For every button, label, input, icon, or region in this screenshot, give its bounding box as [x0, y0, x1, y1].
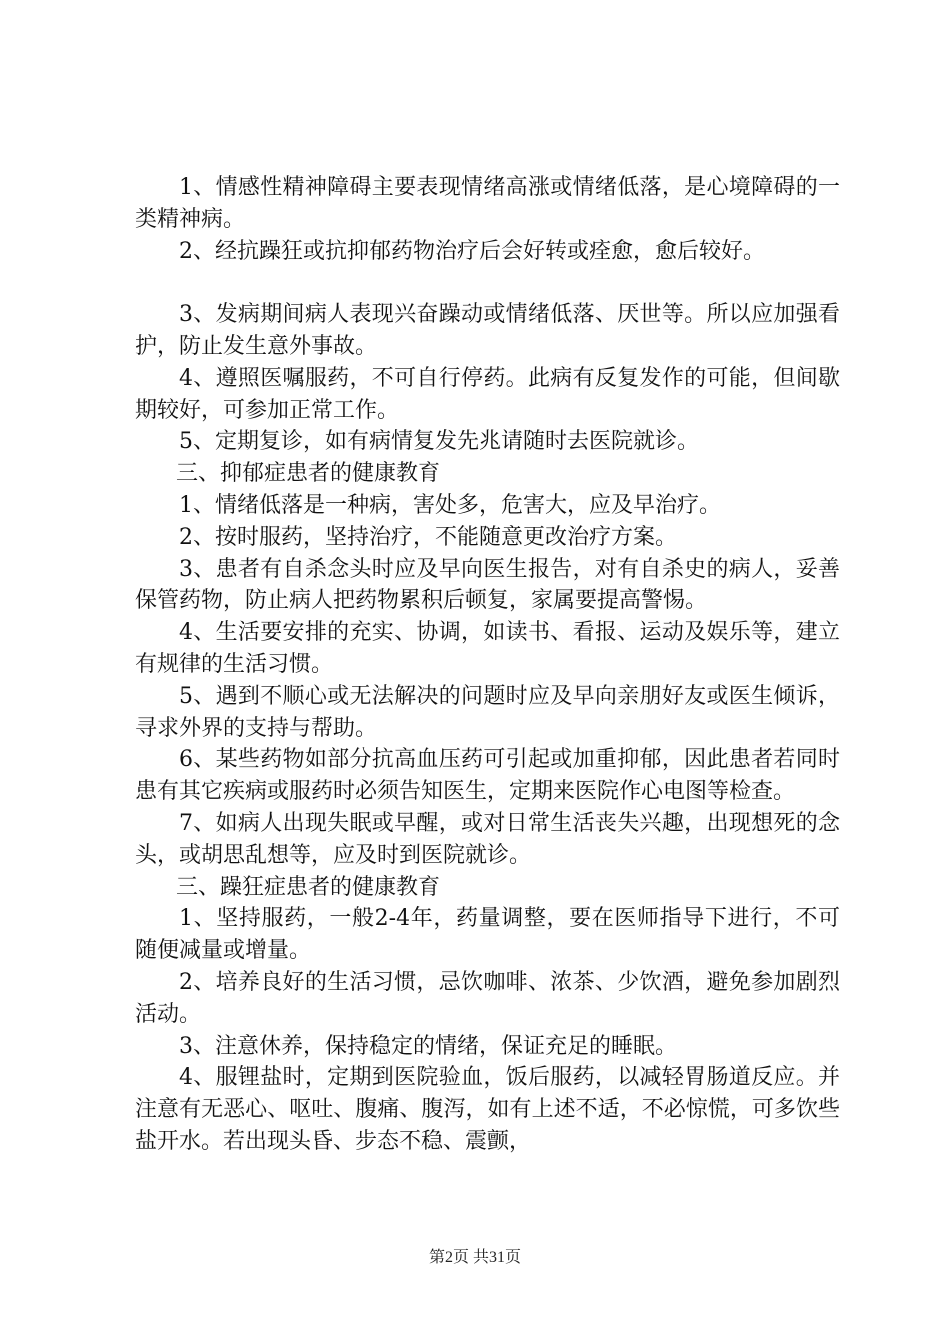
list-item: 1、坚持服药，一般2-4年，药量调整，要在医师指导下进行，不可随便减量或增量。 — [135, 906, 840, 964]
list-item: 2、经抗躁狂或抗抑郁药物治疗后会好转或痊愈，愈后较好。 — [179, 238, 765, 264]
page-number-footer: 第2页 共31页 — [428, 1249, 521, 1266]
list-item: 6、某些药物如部分抗高血压药可引起或加重抑郁，因此患者若同时患有其它疾病或服药时必须告知医生，定期来医院作心电图等检查。 — [135, 747, 840, 805]
list-item: 1、情感性精神障碍主要表现情绪高涨或情绪低落，是心境障碍的一类精神病。 — [135, 175, 840, 232]
document-body — [135, 172, 840, 1158]
list-item: 4、服锂盐时，定期到医院验血，饭后服药，以减轻胃肠道反应。并注意有无恶心、呕吐、腹痛、腹泻，如有上述不适，不必惊慌，可多饮些盐开水。若出现头昏、步态不稳、震颤， — [135, 1065, 840, 1154]
list-item: 3、患者有自杀念头时应及早向医生报告，对有自杀史的病人，妥善保管药物，防止病人把药物累积后顿复，家属要提高警惕。 — [135, 556, 840, 614]
section-heading-mania: 三、躁狂症患者的健康教育 — [176, 874, 441, 900]
list-item: 4、遵照医嘱服药，不可自行停药。此病有反复发作的可能，但间歇期较好，可参加正常工作。 — [135, 365, 840, 423]
list-item: 2、培养良好的生活习惯，忌饮咖啡、浓茶、少饮酒，避免参加剧烈活动。 — [135, 969, 840, 1027]
section-heading-depression: 三、抑郁症患者的健康教育 — [176, 461, 441, 487]
list-item: 3、注意休养，保持稳定的情绪，保证充足的睡眠。 — [179, 1033, 677, 1059]
list-item: 4、生活要安排的充实、协调，如读书、看报、运动及娱乐等，建立有规律的生活习惯。 — [135, 620, 840, 677]
list-item: 1、情绪低落是一种病，害处多，危害大，应及早治疗。 — [179, 492, 721, 518]
list-item: 5、定期复诊，如有病情复发先兆请随时去医院就诊。 — [179, 429, 699, 455]
list-item: 2、按时服药，坚持治疗，不能随意更改治疗方案。 — [179, 524, 677, 550]
list-item: 7、如病人出现失眠或早醒，或对日常生活丧失兴趣，出现想死的念头，或胡思乱想等，应及时到医院就诊。 — [135, 810, 840, 868]
list-item: 5、遇到不顺心或无法解决的问题时应及早向亲朋好友或医生倾诉，寻求外界的支持与帮助。 — [135, 683, 840, 741]
list-item: 3、发病期间病人表现兴奋躁动或情绪低落、厌世等。所以应加强看护，防止发生意外事故。 — [135, 302, 840, 359]
